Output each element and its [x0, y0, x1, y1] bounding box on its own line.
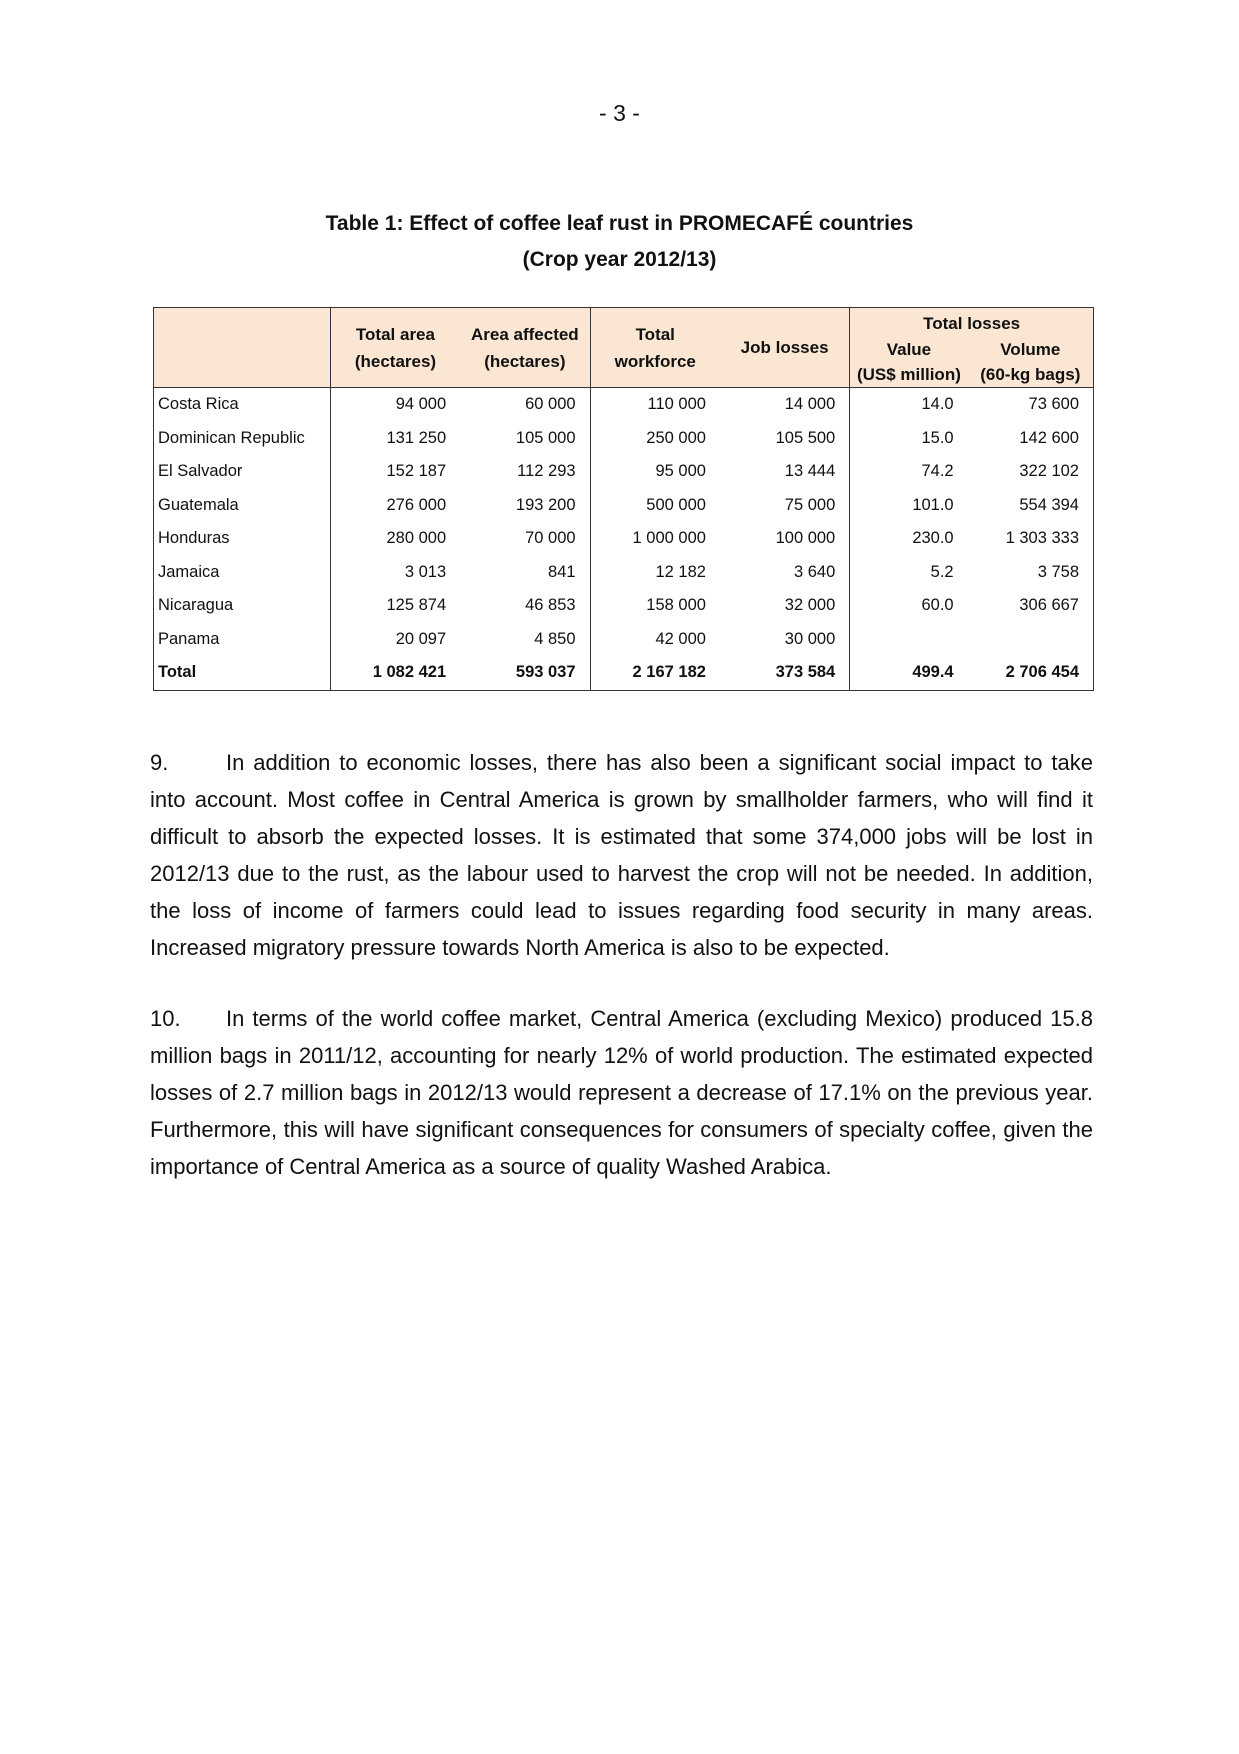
value-cell	[850, 623, 968, 657]
total-area-cell: 131 250	[386, 428, 447, 447]
header-country	[154, 308, 331, 388]
volume-cell: 142 600	[968, 422, 1094, 456]
value-cell: 230.0	[850, 522, 968, 556]
volume-cell: 306 667	[968, 589, 1094, 623]
header-total-workforce: Total workforce	[590, 308, 720, 388]
table-row	[154, 556, 1094, 590]
country-cell: Panama	[154, 623, 331, 657]
value-cell: 14.0	[850, 388, 968, 422]
workforce-cell: 12 182	[590, 556, 720, 590]
value-cell: 5.2	[850, 556, 968, 590]
workforce-cell: 500 000	[590, 489, 720, 523]
table-row	[154, 489, 1094, 523]
table-row	[154, 522, 1094, 556]
job-losses-cell: 30 000	[784, 629, 836, 648]
table-row	[154, 422, 1094, 456]
total-area-cell: 125 874	[386, 596, 447, 615]
area-affected-cell: 105 000	[515, 428, 576, 447]
country-cell: Guatemala	[154, 489, 331, 523]
job-losses-cell: 373 584	[720, 656, 850, 690]
country-cell: Jamaica	[154, 556, 331, 590]
job-losses-cell: 14 000	[784, 395, 836, 414]
workforce-cell: 95 000	[590, 455, 720, 489]
workforce-cell: 2 167 182	[590, 656, 720, 690]
header-value: Value	[850, 337, 968, 362]
header-total-losses: Total losses	[850, 308, 1094, 338]
workforce-cell: 158 000	[590, 589, 720, 623]
area-affected-cell: 593 037	[460, 656, 590, 690]
total-area-cell: 152 187	[386, 462, 447, 481]
volume-cell: 322 102	[968, 455, 1094, 489]
job-losses-cell: 100 000	[775, 529, 836, 548]
job-losses-cell: 75 000	[784, 495, 836, 514]
job-losses-cell: 105 500	[775, 428, 836, 447]
job-losses-cell: 3 640	[793, 562, 836, 581]
volume-cell: 73 600	[968, 388, 1094, 422]
value-cell: 499.4	[850, 656, 968, 690]
job-losses-cell: 32 000	[784, 596, 836, 615]
area-affected-cell: 70 000	[525, 529, 576, 548]
total-area-cell: 20 097	[395, 629, 447, 648]
volume-cell: 554 394	[968, 489, 1094, 523]
table-row	[154, 388, 1094, 422]
paragraph-number: 9.	[150, 750, 169, 775]
area-affected-cell: 193 200	[515, 495, 576, 514]
table-title	[0, 206, 1239, 278]
country-cell: Costa Rica	[154, 388, 331, 422]
total-row	[154, 656, 1094, 690]
area-affected-cell: 841	[548, 562, 576, 581]
country-cell: El Salvador	[154, 455, 331, 489]
table-row	[154, 623, 1094, 657]
table-row	[154, 455, 1094, 489]
workforce-cell: 250 000	[590, 422, 720, 456]
area-affected-cell: 4 850	[534, 629, 576, 648]
header-value-unit: (US$ million)	[850, 362, 968, 388]
value-cell: 60.0	[850, 589, 968, 623]
table-title-line2: (Crop year 2012/13)	[522, 248, 717, 271]
total-area-cell: 280 000	[386, 529, 447, 548]
table-row	[154, 589, 1094, 623]
paragraph-9	[150, 744, 1093, 966]
header-area-affected: Area affected (hectares)	[460, 308, 590, 388]
page-number: - 3 -	[599, 100, 640, 126]
paragraph-text: In addition to economic losses, there has also been a significant social impact to take into account. Most coffee in Central America is grown by smallholder farmers, who will find it difficult to absorb the expected losses. It is estimated that some 374,000 jobs will be lost in 2012/13 due to the rust, as the labour used to harvest the crop will not be needed. In addition, the loss of income of farmers could lead to issues regarding food security in many areas. Increased migratory pressure towards North America is also to be expected.	[150, 750, 1093, 960]
total-area-cell: 276 000	[386, 495, 447, 514]
workforce-cell: 42 000	[590, 623, 720, 657]
header-volume-unit: (60-kg bags)	[968, 362, 1094, 388]
total-area-cell: 1 082 421	[330, 656, 460, 690]
country-cell: Nicaragua	[154, 589, 331, 623]
table-title-line1: Table 1: Effect of coffee leaf rust in PROMECAFÉ countries	[325, 212, 914, 235]
header-total-area: Total area (hectares)	[330, 308, 460, 388]
header-job-losses: Job losses	[720, 308, 850, 388]
paragraph-10	[150, 1000, 1093, 1185]
coffee-rust-table	[153, 307, 1094, 691]
area-affected-cell: 46 853	[525, 596, 576, 615]
job-losses-cell: 13 444	[784, 462, 836, 481]
workforce-cell: 1 000 000	[590, 522, 720, 556]
header-volume: Volume	[968, 337, 1094, 362]
value-cell: 15.0	[850, 422, 968, 456]
total-area-cell: 3 013	[404, 562, 447, 581]
area-affected-cell: 60 000	[525, 395, 576, 414]
paragraph-text: In terms of the world coffee market, Central America (excluding Mexico) produced 15.8 million bags in 2011/12, accounting for nearly 12% of world production. The estimated expected losses of 2.7 million bags in 2012/13 would represent a decrease of 17.1% on the previous year. Furthermore, this will have significant consequences for consumers of specialty coffee, given the importance of Central America as a source of quality Washed Arabica.	[150, 1006, 1093, 1179]
area-affected-cell: 112 293	[517, 462, 576, 481]
volume-cell	[968, 623, 1094, 657]
workforce-cell: 110 000	[590, 388, 720, 422]
country-cell: Dominican Republic	[154, 422, 331, 456]
country-cell: Honduras	[154, 522, 331, 556]
value-cell: 74.2	[850, 455, 968, 489]
volume-cell: 3 758	[968, 556, 1094, 590]
total-label-cell: Total	[154, 656, 331, 690]
paragraph-number: 10.	[150, 1006, 181, 1031]
total-area-cell: 94 000	[395, 395, 447, 414]
volume-cell: 1 303 333	[968, 522, 1094, 556]
volume-cell: 2 706 454	[968, 656, 1094, 690]
value-cell: 101.0	[850, 489, 968, 523]
